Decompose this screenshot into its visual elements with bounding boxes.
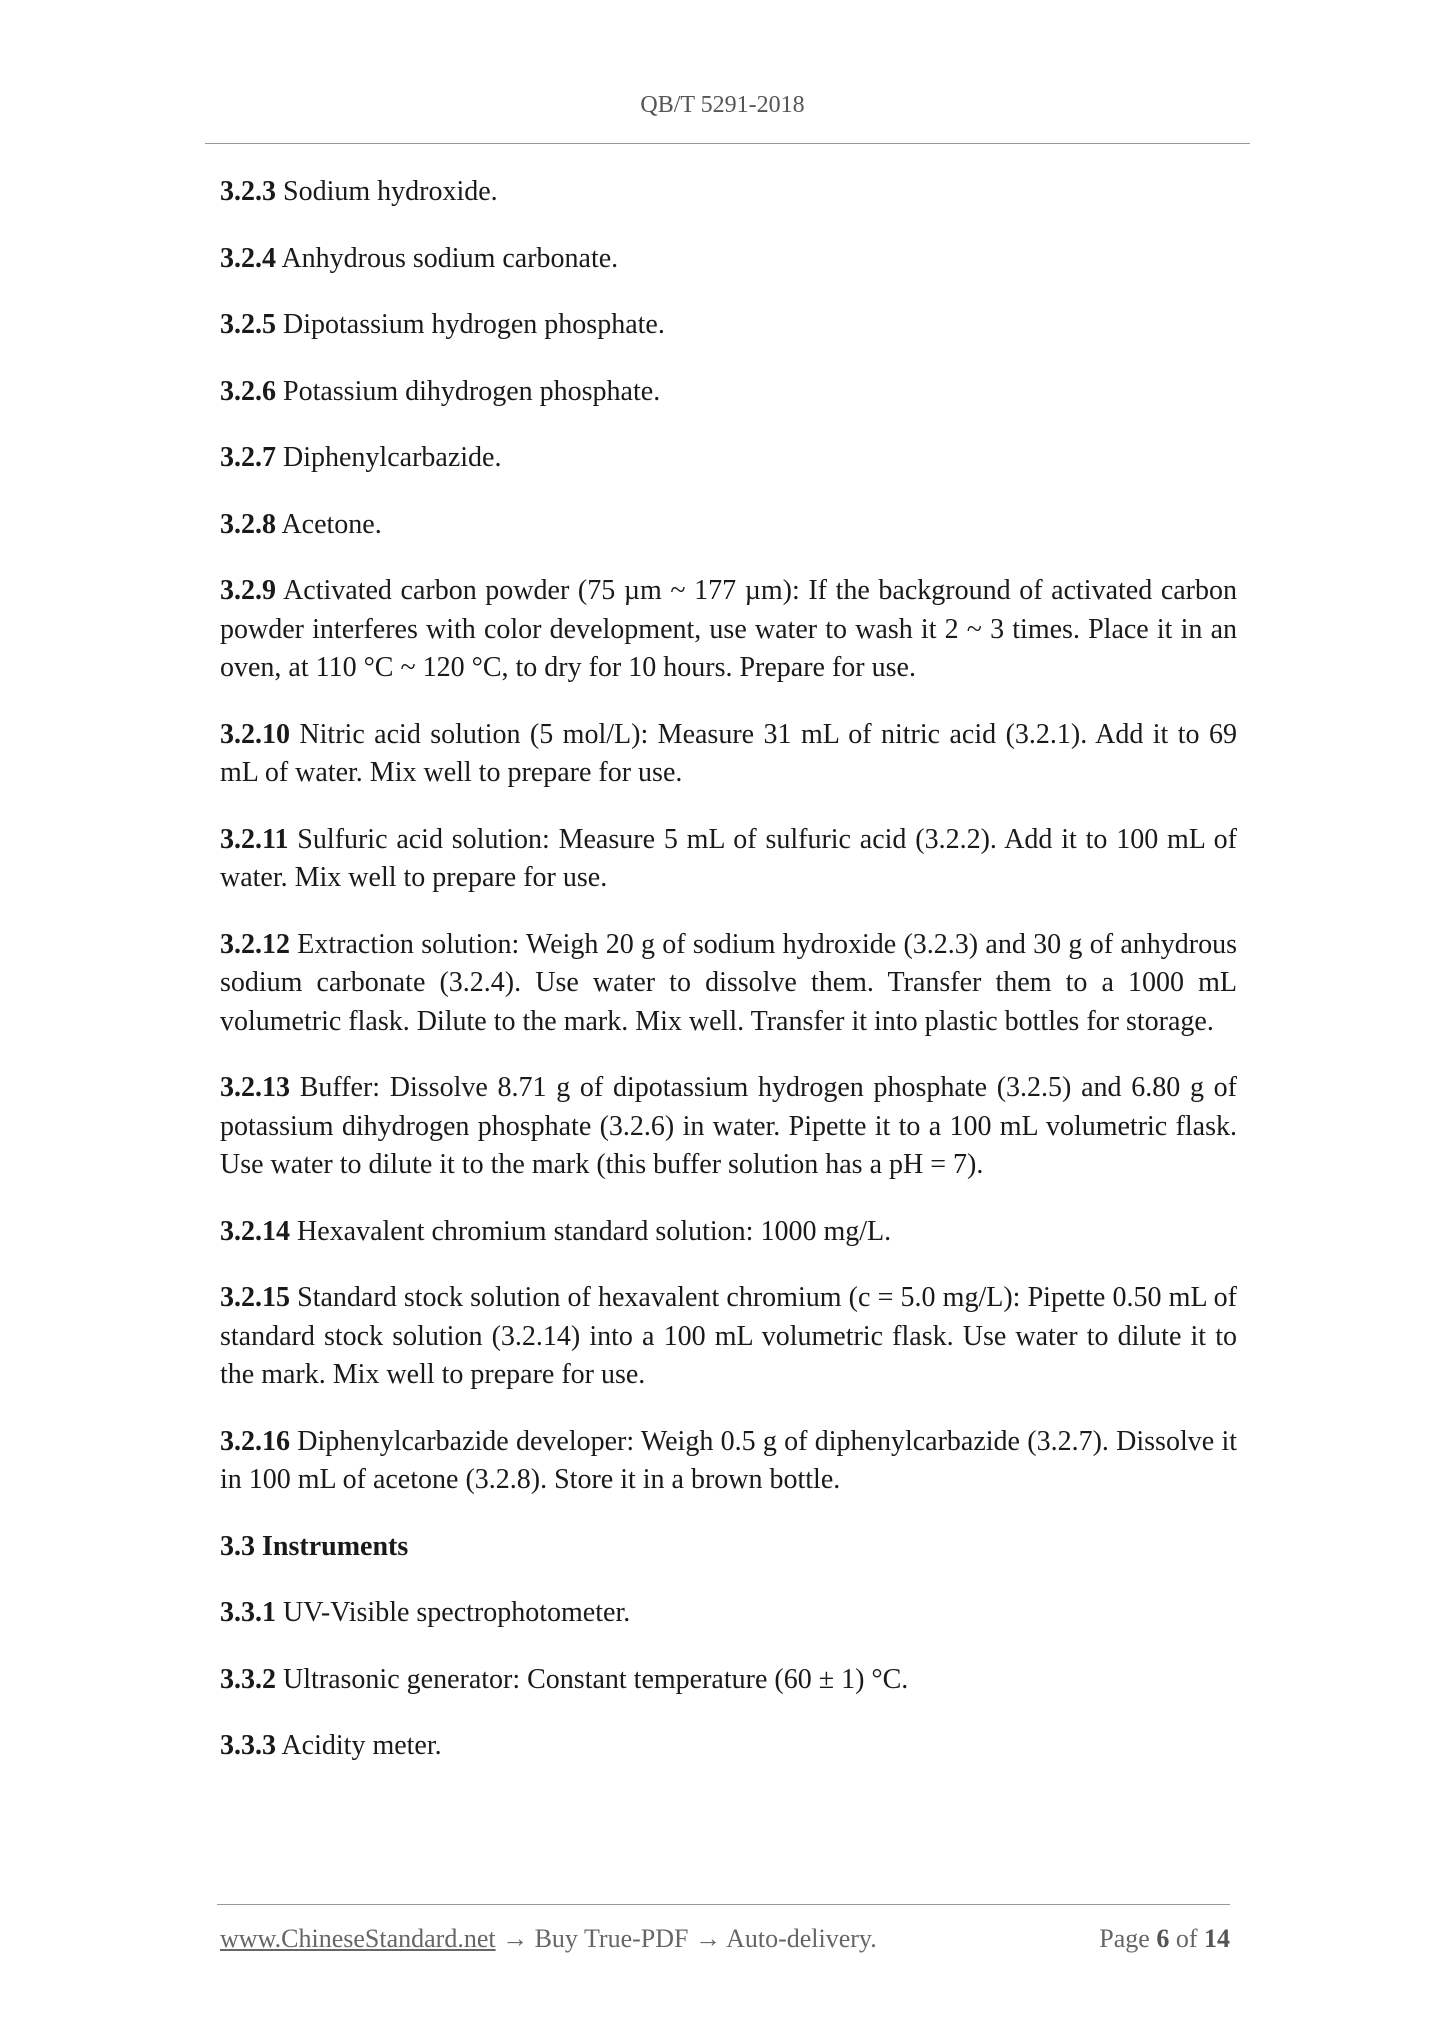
page-indicator: [1099, 1924, 1230, 1954]
page-label: Page: [1099, 1924, 1157, 1953]
clause-number: 3.2.7: [220, 442, 276, 473]
clause-3-2-7: [220, 439, 1237, 478]
clause-text: Activated carbon powder (75 µm ~ 177 µm): If the background of activated carbon powder interferes with color development, use water to wash it 2 ~ 3 times. Place it in an oven, at 110 °C ~ 120 °C, to dry for 10 hours. Prepare for use.: [220, 575, 1237, 683]
page-footer: [220, 1924, 1230, 1954]
clause-3-2-10: [220, 716, 1237, 793]
clause-number: 3.2.15: [220, 1282, 290, 1313]
clause-number: 3.3.1: [220, 1597, 276, 1628]
clause-text: Anhydrous sodium carbonate.: [276, 242, 619, 274]
page-total: 14: [1204, 1924, 1230, 1953]
clause-number: 3.2.3: [220, 176, 276, 207]
clause-number: 3.2.4: [220, 242, 276, 274]
clause-text: Ultrasonic generator: Constant temperature (60 ± 1) °C.: [276, 1663, 909, 1695]
clause-number: 3.2.14: [220, 1215, 290, 1247]
clause-3-2-9: [220, 572, 1237, 688]
auto-delivery-text: Auto-delivery.: [726, 1924, 877, 1953]
clause-3-2-6: [220, 373, 1237, 412]
clause-text: Standard stock solution of hexavalent chromium (c = 5.0 mg/L): Pipette 0.50 mL of standard stock solution (3.2.14) into a 100 mL volumetric flask. Use water to dilute it to the mark. Mix well to prepare for use.: [220, 1282, 1237, 1390]
clause-text: Hexavalent chromium standard solution: 1000 mg/L.: [290, 1215, 892, 1247]
clause-number: 3.2.12: [220, 928, 290, 960]
clause-number: 3.2.11: [220, 823, 289, 855]
clause-text: Buffer: Dissolve 8.71 g of dipotassium hydrogen phosphate (3.2.5) and 6.80 g of potassium dihydrogen phosphate (3.2.6) in water. Pipette it to a 100 mL volumetric flask. Use water to dilute it to the mark (this buffer solution has a pH = 7).: [220, 1072, 1237, 1180]
clause-number: 3.2.10: [220, 718, 290, 750]
clause-number: 3.3.3: [220, 1730, 276, 1761]
clause-3-3-2: [220, 1661, 1237, 1700]
clause-text: Diphenylcarbazide developer: Weigh 0.5 g of diphenylcarbazide (3.2.7). Dissolve it in 100 mL of acetone (3.2.8). Store it in a brown bottle.: [220, 1425, 1237, 1495]
clause-text: Diphenylcarbazide.: [276, 442, 502, 473]
clause-3-2-14: [220, 1213, 1237, 1252]
clause-number: 3.2.9: [220, 575, 276, 606]
page-header: [0, 92, 1445, 119]
clause-3-2-8: [220, 506, 1237, 545]
clause-3-3-1: [220, 1594, 1237, 1633]
clause-text: Potassium dihydrogen phosphate.: [276, 375, 661, 407]
section-heading-3-3: [220, 1528, 1237, 1567]
clause-3-2-13: [220, 1069, 1237, 1185]
clause-text: Dipotassium hydrogen phosphate.: [276, 309, 665, 340]
clause-text: UV-Visible spectrophotometer.: [276, 1597, 631, 1628]
clause-3-2-16: [220, 1423, 1237, 1500]
clause-text: Acetone.: [276, 508, 382, 540]
clause-3-2-5: [220, 306, 1237, 345]
clause-3-2-11: [220, 821, 1237, 898]
clause-3-3-3: [220, 1727, 1237, 1766]
clause-3-2-12: [220, 926, 1237, 1042]
clause-3-2-15: [220, 1279, 1237, 1395]
of-label: of: [1169, 1924, 1204, 1953]
clause-number: 3.2.13: [220, 1072, 290, 1103]
clause-number: 3.2.6: [220, 375, 276, 407]
clause-text: Nitric acid solution (5 mol/L): Measure 31 mL of nitric acid (3.2.1). Add it to 69 mL of water. Mix well to prepare for use.: [220, 718, 1237, 788]
buy-pdf-text: Buy True-PDF: [534, 1924, 689, 1953]
clause-number: 3.2.5: [220, 309, 276, 340]
document-code: QB/T 5291-2018: [640, 92, 805, 118]
clause-3-2-4: [220, 240, 1237, 279]
website-link[interactable]: www.ChineseStandard.net: [220, 1924, 496, 1953]
clause-number: 3.2.8: [220, 508, 276, 540]
clause-number: 3.2.16: [220, 1425, 290, 1457]
clause-text: Acidity meter.: [276, 1730, 442, 1761]
arrow-right-icon: →: [495, 1924, 535, 1953]
clause-text: Extraction solution: Weigh 20 g of sodium hydroxide (3.2.3) and 30 g of anhydrous sodium carbonate (3.2.4). Use water to dissolve them. Transfer them to a 1000 mL volumetric flask. Dilute to the mark. Mix well. Transfer it into plastic bottles for storage.: [220, 928, 1237, 1037]
arrow-right-icon: →: [688, 1924, 727, 1953]
clause-text: Sulfuric acid solution: Measure 5 mL of sulfuric acid (3.2.2). Add it to 100 mL of water. Mix well to prepare for use.: [220, 823, 1237, 893]
document-body: [220, 173, 1237, 1794]
section-heading: 3.3 Instruments: [220, 1530, 409, 1562]
clause-number: 3.3.2: [220, 1663, 276, 1695]
clause-3-2-3: [220, 173, 1237, 212]
footer-divider: [217, 1904, 1230, 1905]
header-divider: [205, 143, 1250, 144]
clause-text: Sodium hydroxide.: [276, 176, 498, 207]
page-number: 6: [1156, 1924, 1170, 1953]
